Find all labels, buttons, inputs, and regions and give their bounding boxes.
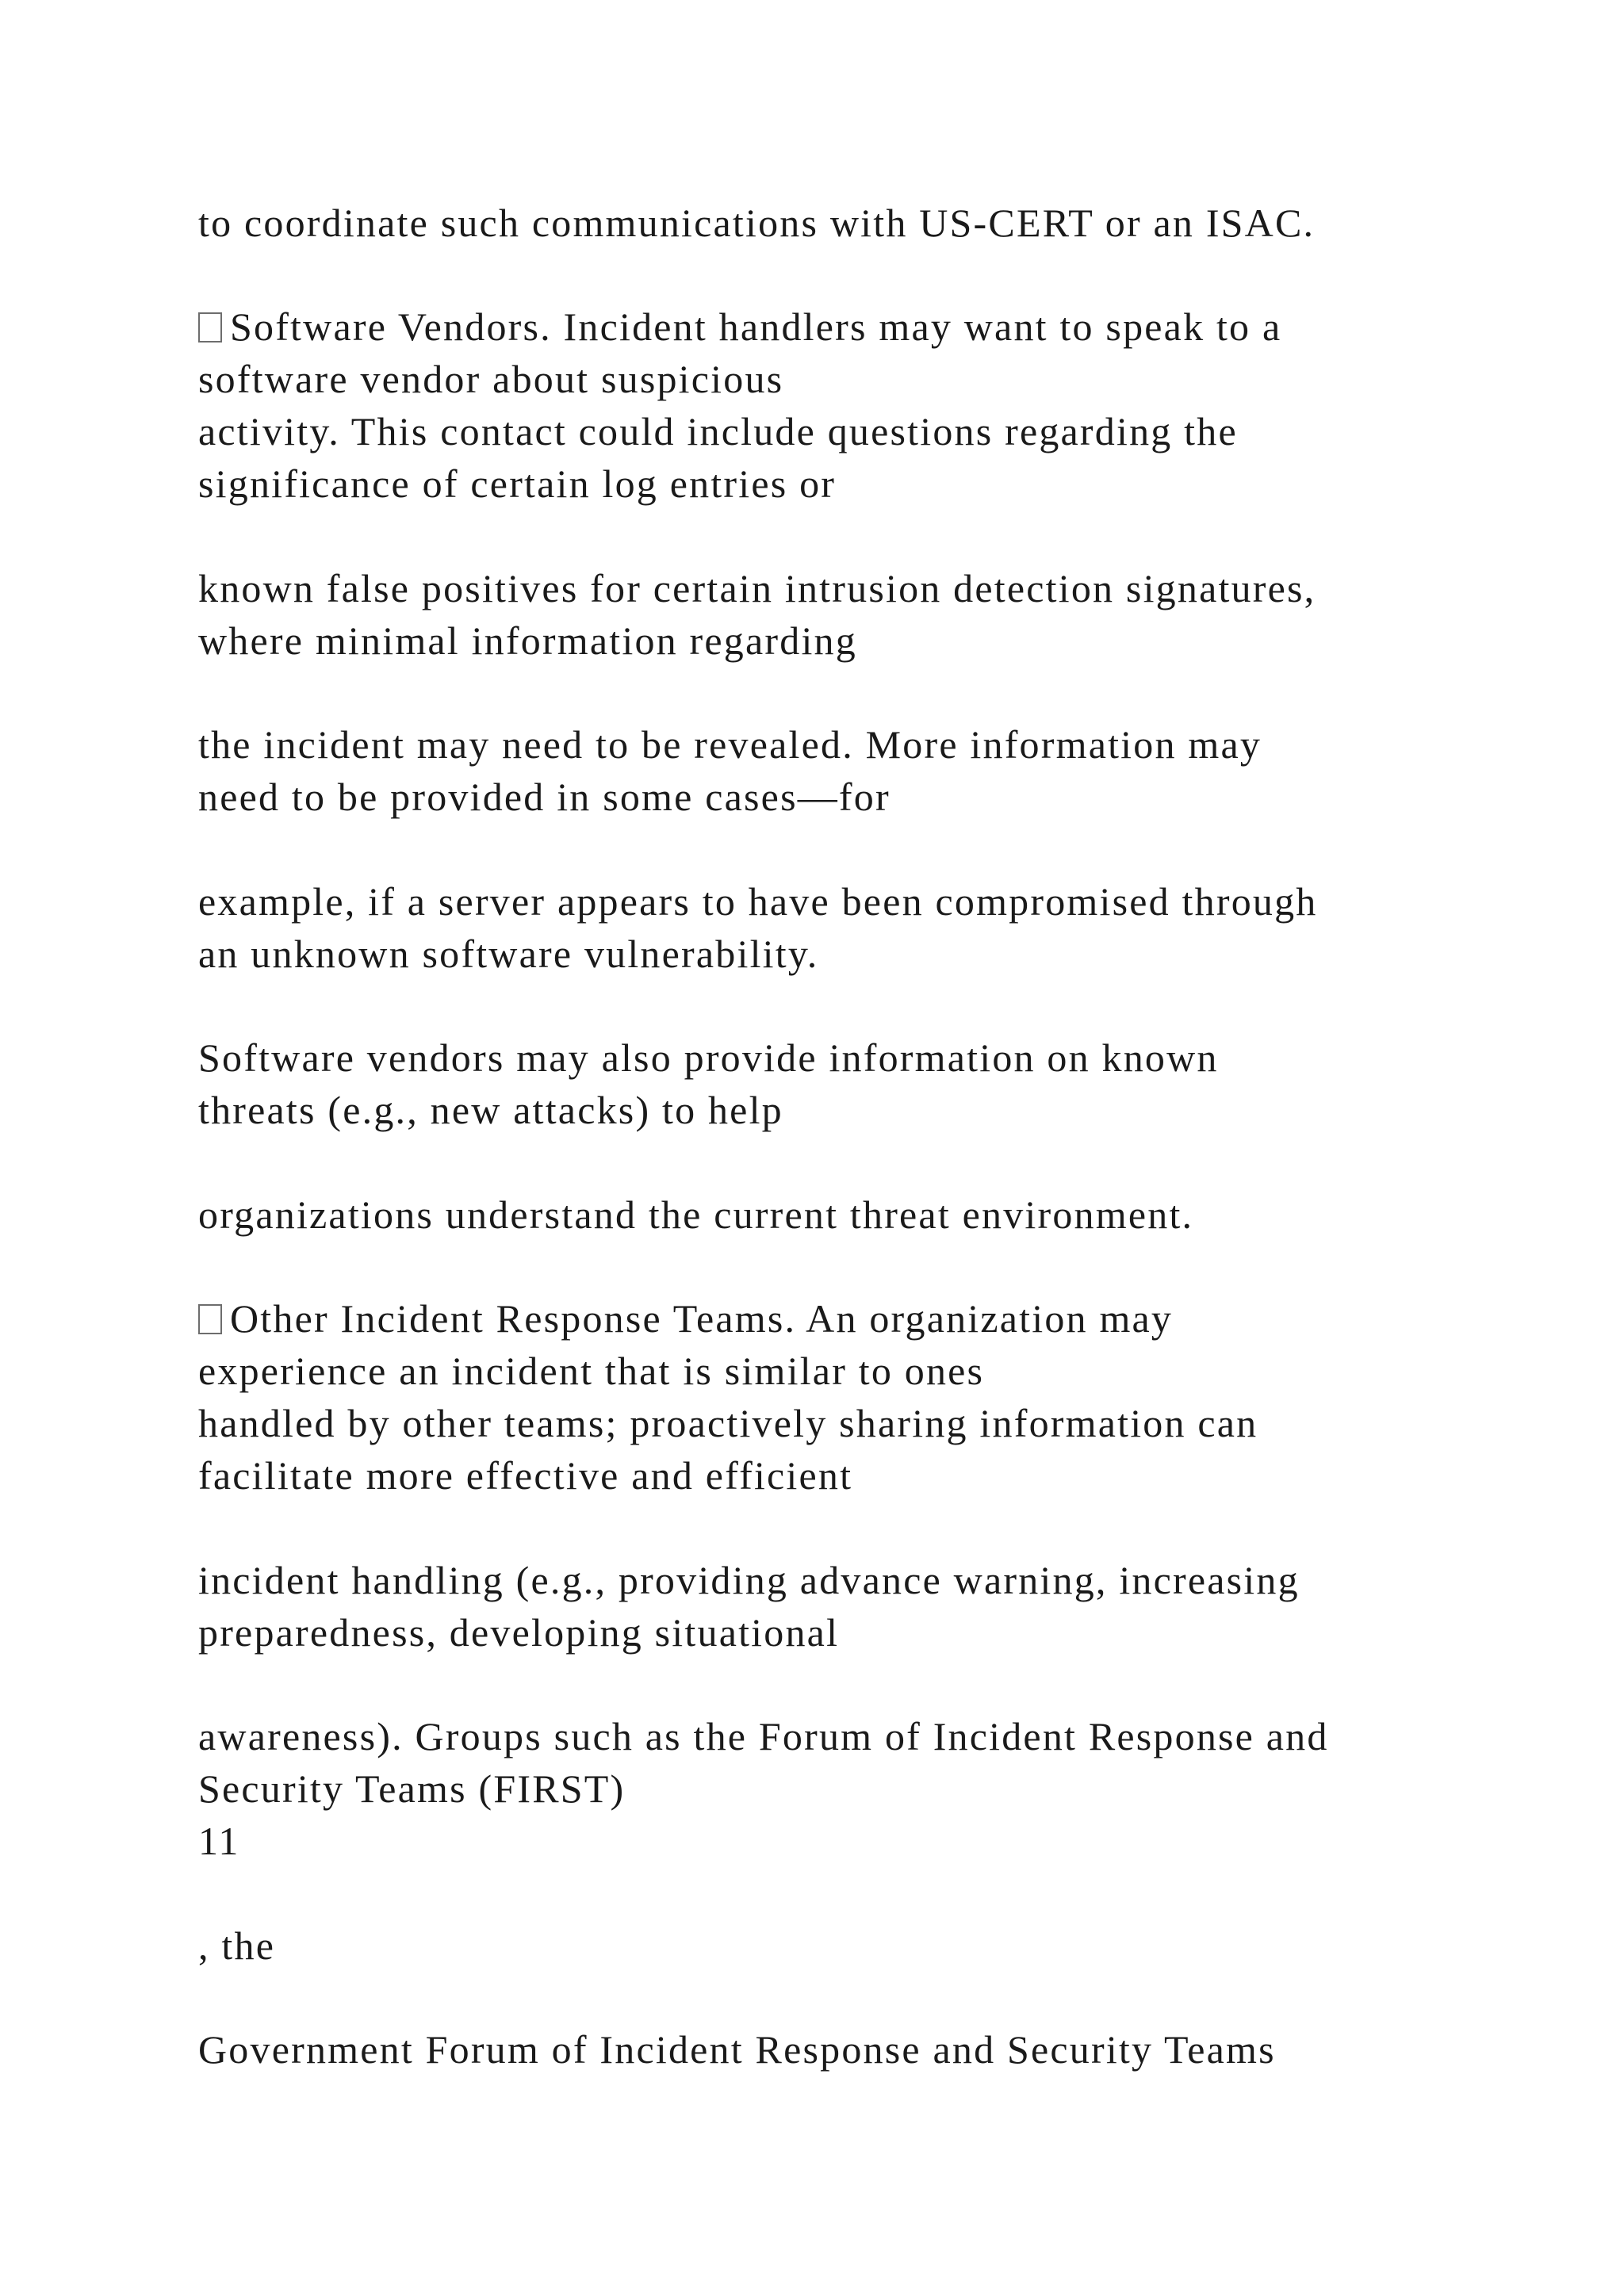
text-line: organizations understand the current threat environment. [198, 1192, 1194, 1237]
text-line: experience an incident that is similar to ones [198, 1349, 985, 1393]
text-line: Government Forum of Incident Response and Security Teams [198, 2027, 1276, 2072]
text-line: preparedness, developing situational [198, 1610, 840, 1655]
text-line: facilitate more effective and efficient [198, 1453, 853, 1498]
text-span: Other Incident Response Teams. An organization may [230, 1296, 1174, 1341]
text-line: example, if a server appears to have been compromised through [198, 879, 1318, 924]
text-line: incident handling (e.g., providing advance warning, increasing [198, 1558, 1300, 1602]
text-line: where minimal information regarding [198, 618, 857, 663]
text-line: significance of certain log entries or [198, 461, 837, 506]
text-line: Software vendors may also provide information on known [198, 1035, 1219, 1080]
text-line: handled by other teams; proactively sharing information can [198, 1401, 1258, 1445]
text-line: Security Teams (FIRST) [198, 1766, 626, 1811]
text-line: awareness). Groups such as the Forum of Incident Response and [198, 1714, 1329, 1758]
text-line: need to be provided in some cases—for [198, 775, 891, 819]
missing-glyph-icon [198, 312, 222, 342]
text-line: software vendor about suspicious [198, 357, 784, 401]
missing-glyph-icon [198, 1304, 222, 1334]
bullet-line [198, 303, 1281, 350]
text-line: to coordinate such communications with US-CERT or an ISAC. [198, 201, 1316, 245]
bullet-line [198, 1295, 1173, 1342]
text-line: activity. This contact could include questions regarding the [198, 409, 1238, 453]
text-line: an unknown software vulnerability. [198, 932, 819, 976]
footnote-marker: 11 [198, 1819, 240, 1863]
text-line: , the [198, 1923, 276, 1968]
text-line: known false positives for certain intrusion detection signatures, [198, 566, 1316, 610]
text-line: the incident may need to be revealed. More information may [198, 722, 1262, 767]
text-line: threats (e.g., new attacks) to help [198, 1088, 783, 1132]
text-span: Software Vendors. Incident handlers may want to speak to a [230, 304, 1282, 349]
